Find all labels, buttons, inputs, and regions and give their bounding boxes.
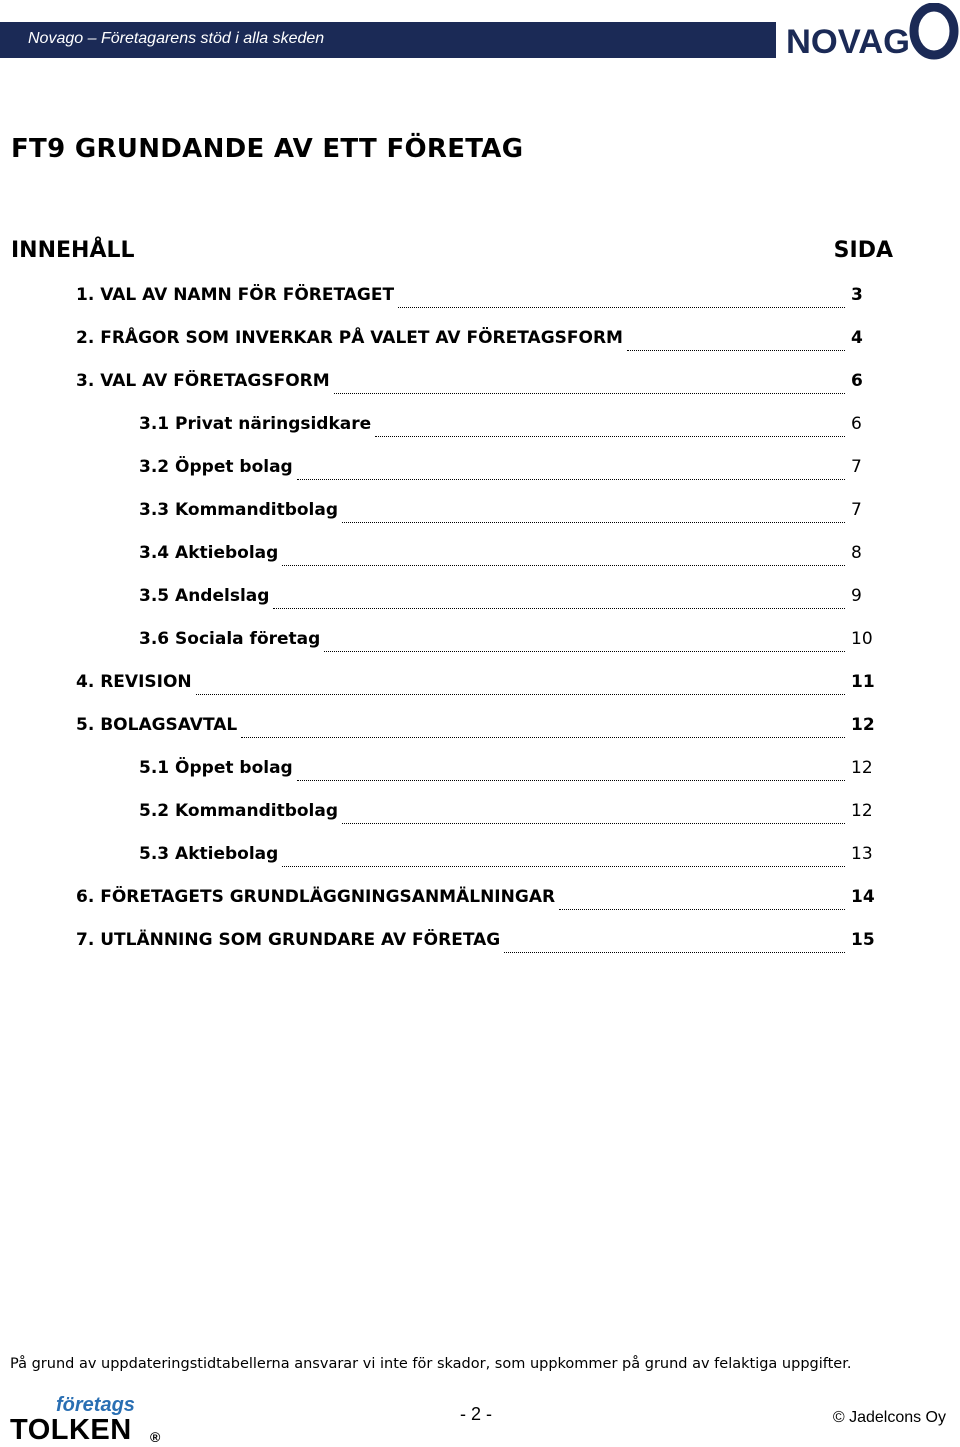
toc-dot-leader: [398, 306, 845, 308]
toc-header: [11, 238, 893, 268]
toc-entry-label: 3.3 Kommanditbolag: [139, 500, 339, 520]
toc-entry[interactable]: [76, 715, 877, 741]
toc-entry[interactable]: [76, 672, 877, 698]
toc-dot-leader: [627, 349, 845, 351]
toc-entry[interactable]: [76, 371, 877, 397]
toc-dot-leader: [297, 478, 845, 480]
toc-entry-page: 15: [851, 930, 875, 950]
toc-entry[interactable]: [76, 328, 877, 354]
toc-entry[interactable]: [139, 629, 877, 655]
toc-entry-page: 6: [851, 414, 862, 434]
toc-entry-page: 7: [851, 457, 862, 477]
toc-entry-label: 3.1 Privat näringsidkare: [139, 414, 372, 434]
toc-entry-page: 4: [851, 328, 863, 348]
toc-entry-label: 7. UTLÄNNING SOM GRUNDARE AV FÖRETAG: [76, 930, 501, 950]
toc-entry-page: 7: [851, 500, 862, 520]
toc-entry-page: 8: [851, 543, 862, 563]
toc-entry-page: 12: [851, 801, 873, 821]
toc-entry-label: 5.2 Kommanditbolag: [139, 801, 339, 821]
toc-entry-label: 4. REVISION: [76, 672, 192, 692]
logo-o-mark: [914, 7, 954, 55]
toc-entry-label: 2. FRÅGOR SOM INVERKAR PÅ VALET AV FÖRETAGSFORM: [76, 328, 623, 348]
toc-dot-leader: [273, 607, 845, 609]
toc-entry-label: 3.4 Aktiebolag: [139, 543, 279, 563]
brand-big-text: TOLKEN: [10, 1414, 132, 1446]
toc-dot-leader: [196, 693, 845, 695]
page-heading: SIDA: [833, 238, 893, 263]
banner-text: Novago – Företagarens stöd i alla skeden: [28, 30, 325, 47]
toc-entry[interactable]: [139, 844, 877, 870]
toc-entry-page: 11: [851, 672, 875, 692]
toc-entry[interactable]: [139, 758, 877, 784]
toc-entry-page: 13: [851, 844, 873, 864]
toc-entry-page: 12: [851, 758, 873, 778]
toc-entry[interactable]: [139, 414, 877, 440]
toc-entry-page: 10: [851, 629, 873, 649]
foretagstolken-logo: [10, 1394, 170, 1444]
toc-dot-leader: [324, 650, 845, 652]
toc-entry[interactable]: [139, 586, 877, 612]
toc-entry-label: 3. VAL AV FÖRETAGSFORM: [76, 371, 330, 391]
toc-entry[interactable]: [76, 285, 877, 311]
toc-dot-leader: [297, 779, 845, 781]
toc-dot-leader: [375, 435, 845, 437]
toc-entry-label: 5.1 Öppet bolag: [139, 758, 293, 778]
toc-dot-leader: [342, 521, 845, 523]
toc-entry-page: 6: [851, 371, 863, 391]
toc-entry-label: 3.6 Sociala företag: [139, 629, 321, 649]
toc-dot-leader: [334, 392, 845, 394]
toc-entry[interactable]: [139, 543, 877, 569]
toc-heading: INNEHÅLL: [11, 238, 135, 263]
toc-entry[interactable]: [139, 500, 877, 526]
registered-mark: ®: [150, 1429, 161, 1445]
disclaimer-note: På grund av uppdateringstidtabellerna ansvarar vi inte för skador, som uppkommer på grund av felaktiga uppgifter.: [10, 1356, 852, 1372]
toc-entry-page: 3: [851, 285, 863, 305]
page-number: - 2 -: [460, 1404, 493, 1424]
novago-logo: [784, 3, 959, 61]
document-title: FT9 GRUNDANDE AV ETT FÖRETAG: [11, 134, 524, 164]
toc-entry[interactable]: [76, 930, 877, 956]
toc-entry[interactable]: [139, 801, 877, 827]
toc-dot-leader: [282, 865, 845, 867]
copyright: © Jadelcons Oy: [832, 1409, 946, 1426]
toc-entry-page: 12: [851, 715, 875, 735]
toc-dot-leader: [241, 736, 845, 738]
toc-dot-leader: [282, 564, 845, 566]
toc-entry-label: 3.2 Öppet bolag: [139, 457, 293, 477]
brand-small-text: företags: [56, 1394, 135, 1416]
toc-dot-leader: [559, 908, 845, 910]
toc-dot-leader: [342, 822, 845, 824]
toc-entry[interactable]: [139, 457, 877, 483]
toc-entry-label: 1. VAL AV NAMN FÖR FÖRETAGET: [76, 285, 395, 305]
toc-entry-label: 5.3 Aktiebolag: [139, 844, 279, 864]
toc-entry-page: 14: [851, 887, 875, 907]
toc-entry[interactable]: [76, 887, 877, 913]
toc-dot-leader: [504, 951, 845, 953]
logo-text-nova: NOVAG: [786, 23, 910, 61]
header-banner: [0, 22, 776, 58]
toc-entry-label: 3.5 Andelslag: [139, 586, 270, 606]
toc-entry-label: 6. FÖRETAGETS GRUNDLÄGGNINGSANMÄLNINGAR: [76, 887, 556, 907]
toc-entry-page: 9: [851, 586, 862, 606]
toc-entry-label: 5. BOLAGSAVTAL: [76, 715, 238, 735]
